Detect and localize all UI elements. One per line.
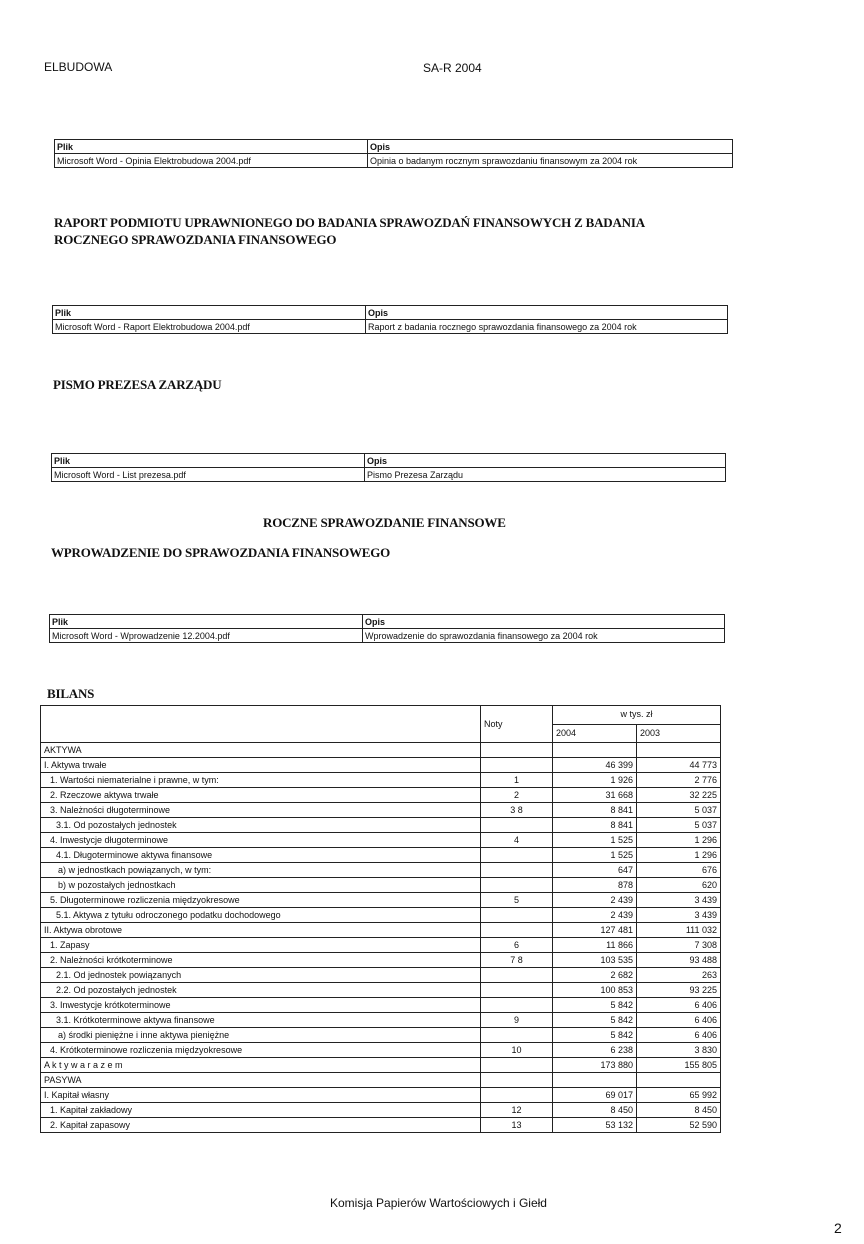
- table-row: [41, 848, 721, 863]
- row-note: [481, 818, 553, 833]
- row-note: [481, 1088, 553, 1103]
- row-value-2004: 100 853: [553, 983, 637, 998]
- file-link[interactable]: Microsoft Word - List prezesa.pdf: [52, 468, 365, 482]
- table-row: [41, 863, 721, 878]
- row-label: II. Aktywa obrotowe: [41, 923, 481, 938]
- row-note: 9: [481, 1013, 553, 1028]
- row-value-2003: [637, 743, 721, 758]
- heading-bilans: BILANS: [47, 686, 95, 701]
- row-label: 2.2. Od pozostałych jednostek: [41, 983, 481, 998]
- col-opis: Opis: [368, 140, 733, 154]
- header-blank: [41, 706, 481, 743]
- table-row: [41, 773, 721, 788]
- row-value-2003: 93 488: [637, 953, 721, 968]
- row-label: 2. Należności krótkoterminowe: [41, 953, 481, 968]
- row-value-2004: 878: [553, 878, 637, 893]
- col-plik: Plik: [53, 306, 366, 320]
- row-value-2003: 5 037: [637, 803, 721, 818]
- table-row: [41, 908, 721, 923]
- row-value-2003: 3 439: [637, 893, 721, 908]
- file-link[interactable]: Microsoft Word - Raport Elektrobudowa 2004.pdf: [53, 320, 366, 334]
- row-value-2004: 1 525: [553, 833, 637, 848]
- row-label: 3. Inwestycje krótkoterminowe: [41, 998, 481, 1013]
- row-label: 2. Kapitał zapasowy: [41, 1118, 481, 1133]
- footer-text: Komisja Papierów Wartościowych i Giełd: [330, 1196, 547, 1210]
- row-value-2004: [553, 1073, 637, 1088]
- row-note: 10: [481, 1043, 553, 1058]
- row-label: AKTYWA: [41, 743, 481, 758]
- row-value-2003: 155 805: [637, 1058, 721, 1073]
- year-2003-header: 2003: [637, 724, 721, 743]
- row-value-2003: 65 992: [637, 1088, 721, 1103]
- file-description: Opinia o badanym rocznym sprawozdaniu finansowym za 2004 rok: [368, 154, 733, 168]
- row-note: [481, 848, 553, 863]
- unit-header: w tys. zł: [553, 706, 721, 725]
- col-opis: Opis: [365, 454, 726, 468]
- heading-raport-line2: ROCZNEGO SPRAWOZDANIA FINANSOWEGO: [54, 232, 337, 247]
- table-row: [41, 788, 721, 803]
- balance-sheet-table: [40, 705, 721, 1133]
- row-value-2004: 2 439: [553, 908, 637, 923]
- row-value-2003: 7 308: [637, 938, 721, 953]
- table-row: [41, 878, 721, 893]
- row-label: 1. Wartości niematerialne i prawne, w tym:: [41, 773, 481, 788]
- row-value-2003: 111 032: [637, 923, 721, 938]
- row-value-2003: 3 830: [637, 1043, 721, 1058]
- row-label: a) środki pieniężne i inne aktywa pieniężne: [41, 1028, 481, 1043]
- row-label: 1. Zapasy: [41, 938, 481, 953]
- row-value-2003: 32 225: [637, 788, 721, 803]
- table-row: [41, 1088, 721, 1103]
- row-note: [481, 983, 553, 998]
- file-table-pismo: [51, 453, 726, 482]
- row-label: 5. Długoterminowe rozliczenia międzyokresowe: [41, 893, 481, 908]
- table-row: [41, 758, 721, 773]
- col-plik: Plik: [50, 615, 363, 629]
- row-value-2003: 620: [637, 878, 721, 893]
- row-label: 4.1. Długoterminowe aktywa finansowe: [41, 848, 481, 863]
- section-row: [41, 743, 721, 758]
- file-table-opinia: [54, 139, 733, 168]
- row-label: 3. Należności długoterminowe: [41, 803, 481, 818]
- row-note: [481, 923, 553, 938]
- col-plik: Plik: [52, 454, 365, 468]
- table-row: [41, 1118, 721, 1133]
- heading-pismo: PISMO PREZESA ZARZĄDU: [53, 377, 222, 392]
- row-value-2004: 8 841: [553, 818, 637, 833]
- row-note: 1: [481, 773, 553, 788]
- row-note: [481, 1073, 553, 1088]
- row-label: 2.1. Od jednostek powiązanych: [41, 968, 481, 983]
- row-value-2003: 1 296: [637, 833, 721, 848]
- row-value-2004: 69 017: [553, 1088, 637, 1103]
- table-row: [41, 923, 721, 938]
- row-value-2003: 263: [637, 968, 721, 983]
- row-value-2004: 5 842: [553, 1028, 637, 1043]
- row-note: 2: [481, 788, 553, 803]
- row-label: I. Aktywa trwałe: [41, 758, 481, 773]
- row-value-2004: 647: [553, 863, 637, 878]
- row-note: [481, 743, 553, 758]
- row-note: [481, 908, 553, 923]
- table-row: [41, 893, 721, 908]
- file-description: Wprowadzenie do sprawozdania finansowego za 2004 rok: [363, 629, 725, 643]
- page-number: 2: [834, 1220, 842, 1236]
- row-note: 7 8: [481, 953, 553, 968]
- file-description: Pismo Prezesa Zarządu: [365, 468, 726, 482]
- row-value-2004: 5 842: [553, 998, 637, 1013]
- row-value-2004: 5 842: [553, 1013, 637, 1028]
- row-note: 12: [481, 1103, 553, 1118]
- file-table-raport: [52, 305, 728, 334]
- file-description: Raport z badania rocznego sprawozdania finansowego za 2004 rok: [366, 320, 728, 334]
- row-label: A k t y w a r a z e m: [41, 1058, 481, 1073]
- company-name: ELBUDOWA: [44, 60, 113, 74]
- row-value-2003: 93 225: [637, 983, 721, 998]
- row-label: 2. Rzeczowe aktywa trwałe: [41, 788, 481, 803]
- year-2004-header: 2004: [553, 724, 637, 743]
- table-row: [41, 1058, 721, 1073]
- row-value-2003: 1 296: [637, 848, 721, 863]
- file-table-wprowadzenie: [49, 614, 725, 643]
- row-value-2003: 52 590: [637, 1118, 721, 1133]
- row-value-2004: 6 238: [553, 1043, 637, 1058]
- table-row: [41, 803, 721, 818]
- table-row: [41, 1103, 721, 1118]
- report-id: SA-R 2004: [423, 61, 482, 75]
- row-note: [481, 878, 553, 893]
- row-value-2003: 6 406: [637, 1013, 721, 1028]
- row-value-2003: [637, 1073, 721, 1088]
- row-value-2004: 8 841: [553, 803, 637, 818]
- row-value-2004: 127 481: [553, 923, 637, 938]
- row-value-2004: 2 682: [553, 968, 637, 983]
- row-value-2003: 676: [637, 863, 721, 878]
- row-value-2004: 11 866: [553, 938, 637, 953]
- row-note: [481, 758, 553, 773]
- row-value-2004: [553, 743, 637, 758]
- row-value-2003: 8 450: [637, 1103, 721, 1118]
- row-value-2004: 46 399: [553, 758, 637, 773]
- row-note: [481, 1058, 553, 1073]
- row-label: 4. Inwestycje długoterminowe: [41, 833, 481, 848]
- section-row: [41, 1073, 721, 1088]
- row-note: 3 8: [481, 803, 553, 818]
- row-note: 5: [481, 893, 553, 908]
- table-row: [41, 818, 721, 833]
- row-value-2004: 31 668: [553, 788, 637, 803]
- row-value-2004: 103 535: [553, 953, 637, 968]
- row-value-2003: 6 406: [637, 998, 721, 1013]
- table-row: [41, 953, 721, 968]
- row-value-2004: 2 439: [553, 893, 637, 908]
- row-note: 4: [481, 833, 553, 848]
- file-link[interactable]: Microsoft Word - Wprowadzenie 12.2004.pdf: [50, 629, 363, 643]
- table-row: [41, 1028, 721, 1043]
- row-value-2004: 53 132: [553, 1118, 637, 1133]
- row-note: [481, 863, 553, 878]
- row-value-2003: 2 776: [637, 773, 721, 788]
- row-value-2003: 5 037: [637, 818, 721, 833]
- row-label: 3.1. Od pozostałych jednostek: [41, 818, 481, 833]
- row-note: [481, 968, 553, 983]
- table-row: [41, 1013, 721, 1028]
- row-label: 1. Kapitał zakładowy: [41, 1103, 481, 1118]
- row-value-2004: 1 525: [553, 848, 637, 863]
- table-row: [41, 1043, 721, 1058]
- col-opis: Opis: [366, 306, 728, 320]
- heading-roczne: ROCZNE SPRAWOZDANIE FINANSOWE: [263, 515, 506, 530]
- row-note: 13: [481, 1118, 553, 1133]
- row-label: 4. Krótkoterminowe rozliczenia międzyokresowe: [41, 1043, 481, 1058]
- file-link[interactable]: Microsoft Word - Opinia Elektrobudowa 2004.pdf: [55, 154, 368, 168]
- table-row: [41, 968, 721, 983]
- row-note: [481, 998, 553, 1013]
- table-row: [41, 938, 721, 953]
- row-value-2004: 1 926: [553, 773, 637, 788]
- heading-raport: [54, 214, 645, 248]
- row-label: 3.1. Krótkoterminowe aktywa finansowe: [41, 1013, 481, 1028]
- heading-wprowadzenie: WPROWADZENIE DO SPRAWOZDANIA FINANSOWEGO: [51, 545, 391, 560]
- table-row: [41, 998, 721, 1013]
- row-label: a) w jednostkach powiązanych, w tym:: [41, 863, 481, 878]
- row-note: 6: [481, 938, 553, 953]
- row-label: 5.1. Aktywa z tytułu odroczonego podatku dochodowego: [41, 908, 481, 923]
- noty-header: Noty: [481, 706, 553, 743]
- row-value-2004: 173 880: [553, 1058, 637, 1073]
- row-label: I. Kapitał własny: [41, 1088, 481, 1103]
- row-label: PASYWA: [41, 1073, 481, 1088]
- col-plik: Plik: [55, 140, 368, 154]
- row-value-2003: 44 773: [637, 758, 721, 773]
- row-label: b) w pozostałych jednostkach: [41, 878, 481, 893]
- table-row: [41, 983, 721, 998]
- row-note: [481, 1028, 553, 1043]
- col-opis: Opis: [363, 615, 725, 629]
- heading-raport-line1: RAPORT PODMIOTU UPRAWNIONEGO DO BADANIA SPRAWOZDAŃ FINANSOWYCH Z BADANIA: [54, 215, 645, 230]
- table-row: [41, 833, 721, 848]
- row-value-2004: 8 450: [553, 1103, 637, 1118]
- row-value-2003: 3 439: [637, 908, 721, 923]
- row-value-2003: 6 406: [637, 1028, 721, 1043]
